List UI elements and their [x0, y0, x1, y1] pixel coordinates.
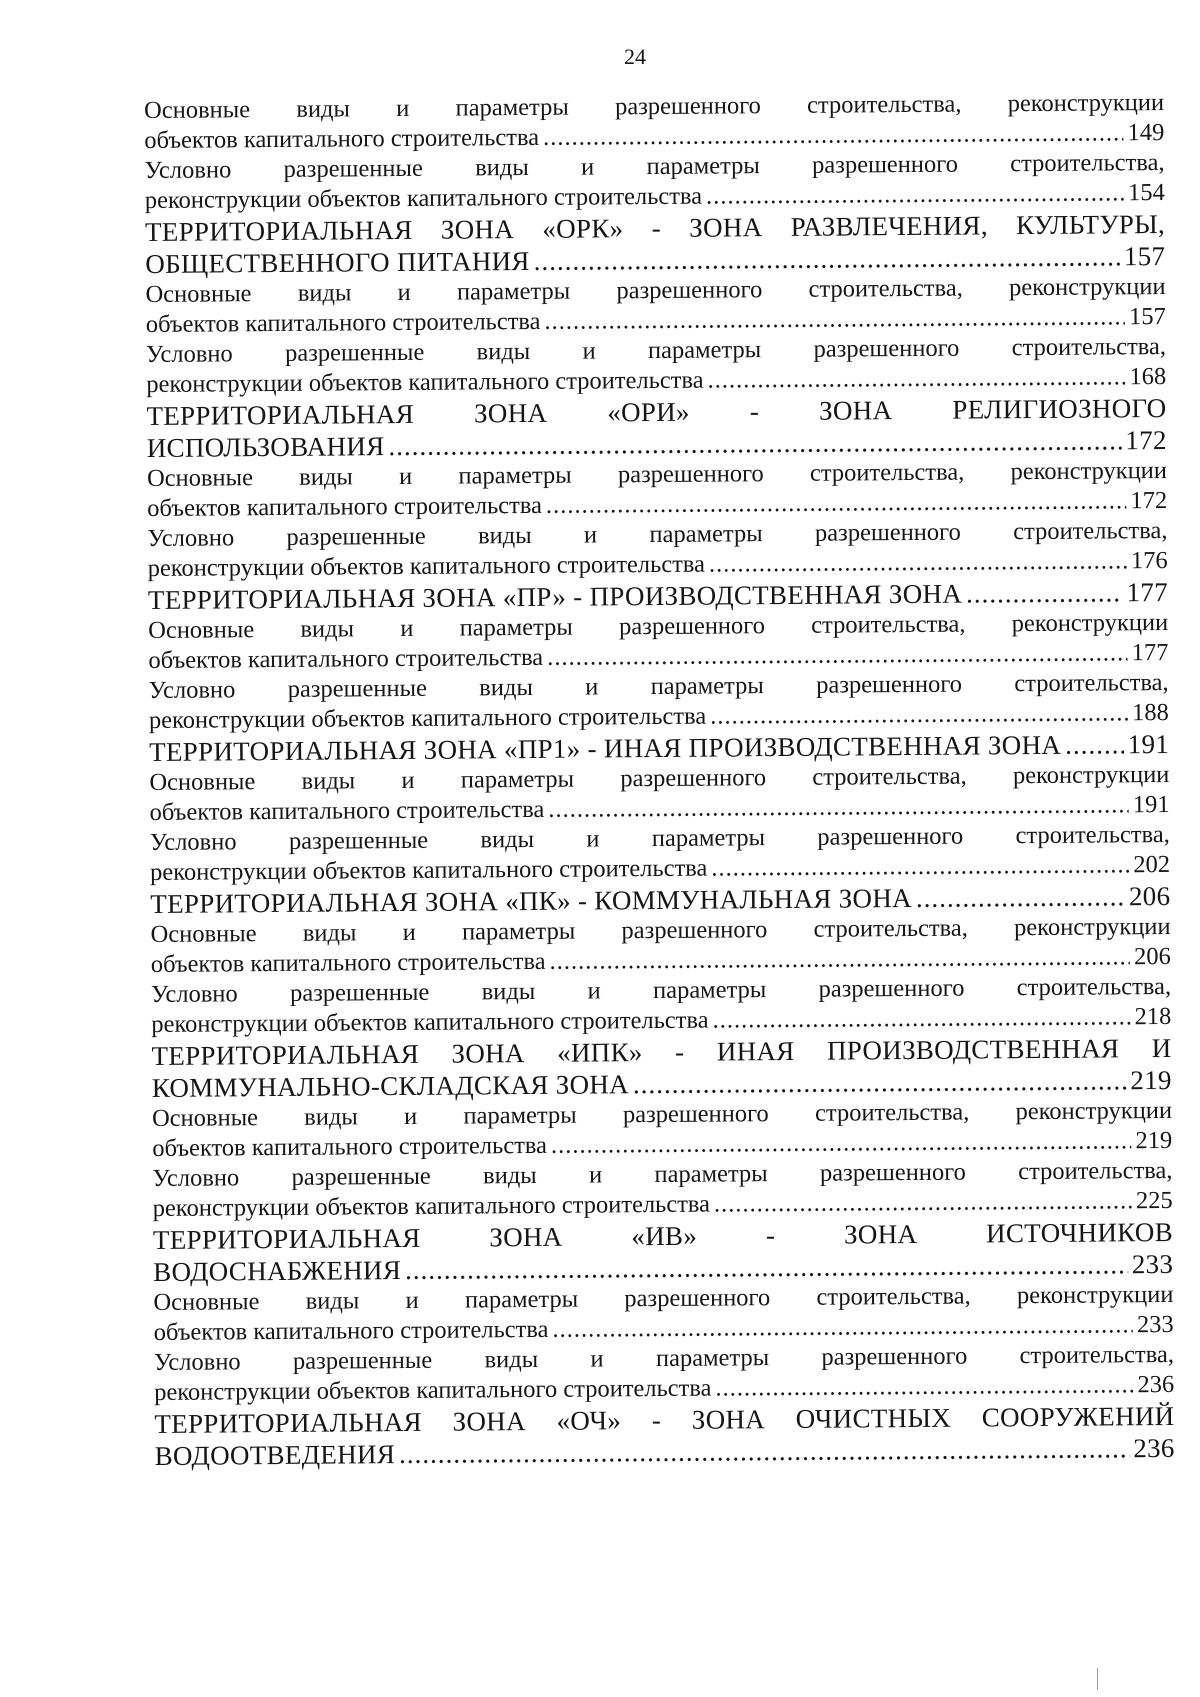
toc-page-number: 177 [1131, 638, 1169, 667]
toc-entry-title-line1: Условно разрешенные виды и параметры разрешенного строительства, [148, 668, 1169, 704]
toc-page-number: 188 [1132, 698, 1169, 727]
toc-page-number: 219 [1130, 1064, 1172, 1096]
toc-entry-title-line2: объектов капитального строительства [152, 1131, 548, 1162]
toc-entry-title-line2: объектов капитального строительства [147, 491, 543, 522]
toc-page-number: 168 [1129, 362, 1167, 391]
toc-entry-title-line2: реконструкции объектов капитального строительства [148, 702, 707, 734]
toc-entry-title-line2: объектов капитального строительства [148, 643, 544, 674]
toc-entry-title-line1: Условно разрешенные виды и параметры разрешенного строительства, [149, 820, 1170, 856]
toc-entry-title-line1: Условно разрешенные виды и параметры разрешенного строительства, [153, 1340, 1175, 1376]
dot-leader [712, 1002, 1130, 1035]
dot-leader [966, 576, 1123, 609]
toc-entry-title-line1: ТЕРРИТОРИАЛЬНАЯ ЗОНА «ОРК» - ЗОНА РАЗВЛЕЧЕНИЯ, КУЛЬТУРЫ, [144, 208, 1166, 247]
toc-entry-title-line1: Основные виды и параметры разрешенного строительства, реконструкции [148, 608, 1169, 644]
toc-entry-title-line2: реконструкции объектов капитального строительства [149, 854, 708, 886]
toc-zone-entry [151, 1032, 1171, 1104]
toc-subsection-entry [149, 668, 1169, 736]
toc-page-number: 154 [1127, 178, 1165, 207]
toc-zone-entry [146, 392, 1166, 464]
toc-entry-title-line1: Условно разрешенные виды и параметры разрешенного строительства, [150, 972, 1172, 1008]
table-of-contents [144, 88, 1175, 1472]
dot-leader [916, 880, 1125, 914]
toc-subsection-entry [154, 1340, 1174, 1408]
toc-entry-title-line1: Основные виды и параметры разрешенного строительства, реконструкции [150, 912, 1171, 948]
toc-page-number: 191 [1132, 790, 1170, 819]
toc-entry-title-line1: ТЕРРИТОРИАЛЬНАЯ ЗОНА «ИВ» - ЗОНА ИСТОЧНИКОВ [152, 1216, 1174, 1255]
toc-entry-title-line2: реконструкции объектов капитального строительства [146, 366, 704, 398]
toc-entry-title-line2: ТЕРРИТОРИАЛЬНАЯ ЗОНА «ПР» - ПРОИЗВОДСТВЕННАЯ ЗОНА [147, 578, 963, 615]
toc-entry-title-line2: объектов капитального строительства [145, 307, 541, 338]
toc-entry-title-line1: Условно разрешенные виды и параметры разрешенного строительства, [147, 516, 1168, 552]
dot-leader [714, 1186, 1132, 1219]
toc-entry-title-line2: ВОДОСНАБЖЕНИЯ [153, 1255, 402, 1287]
toc-entry-title-line1: Основные виды и параметры разрешенного строительства, реконструкции [146, 456, 1168, 492]
dot-leader [548, 790, 1129, 825]
dot-leader [549, 942, 1130, 977]
toc-entry-leader-line [155, 1432, 1175, 1472]
toc-subsection-entry [153, 1280, 1173, 1348]
page-number: 24 [624, 44, 646, 69]
toc-page-number: 233 [1136, 1310, 1174, 1339]
toc-page-number: 218 [1134, 1002, 1172, 1031]
toc-subsection-entry [147, 456, 1167, 524]
toc-entry-title-line1: ТЕРРИТОРИАЛЬНАЯ ЗОНА «ОЧ» - ЗОНА ОЧИСТНЫХ СООРУЖЕНИЙ [154, 1400, 1175, 1439]
dot-leader [399, 1432, 1129, 1470]
toc-page-number: 157 [1123, 240, 1166, 272]
toc-entry-title-line2: ИСПОЛЬЗОВАНИЯ [146, 431, 385, 463]
toc-page-number: 157 [1128, 302, 1166, 331]
dot-leader [547, 638, 1128, 673]
toc-subsection-entry [152, 1096, 1172, 1164]
toc-entry-title-line1: Условно разрешенные виды и параметры разрешенного строительства, [144, 148, 1165, 184]
toc-subsection-entry [151, 972, 1171, 1040]
dot-leader [709, 546, 1127, 579]
toc-page-number: 206 [1133, 942, 1171, 971]
toc-entry-title-line1: Основные виды и параметры разрешенного строительства, реконструкции [144, 88, 1165, 124]
toc-entry-title-line1: Основные виды и параметры разрешенного строительства, реконструкции [153, 1280, 1174, 1316]
toc-subsection-entry [150, 820, 1170, 888]
dot-leader [710, 698, 1128, 731]
dot-leader [633, 1064, 1127, 1100]
dot-leader [534, 240, 1120, 277]
dot-leader [1065, 728, 1124, 760]
dot-leader [543, 118, 1124, 153]
toc-page-number: 236 [1137, 1370, 1175, 1399]
toc-subsection-entry [147, 516, 1167, 584]
toc-page-number: 236 [1133, 1432, 1175, 1464]
toc-zone-entry [145, 208, 1165, 280]
toc-zone-entry [154, 1400, 1174, 1472]
toc-subsection-entry [144, 148, 1164, 216]
toc-zone-entry [153, 1216, 1173, 1288]
toc-entry-title-line1: Основные виды и параметры разрешенного строительства, реконструкции [149, 760, 1170, 796]
toc-entry-title-line2: объектов капитального строительства [149, 795, 545, 826]
toc-entry-title-line1: ТЕРРИТОРИАЛЬНАЯ ЗОНА «ИПК» - ИНАЯ ПРОИЗВОДСТВЕННАЯ И [151, 1032, 1172, 1071]
toc-subsection-entry [149, 760, 1169, 828]
toc-entry-title-line2: объектов капитального строительства [150, 947, 546, 978]
dot-leader [706, 178, 1124, 211]
toc-entry-title-line1: Условно разрешенные виды и параметры разрешенного строительства, [152, 1156, 1173, 1192]
toc-entry-title-line2: реконструкции объектов капитального строительства [154, 1374, 712, 1406]
toc-entry-title-line1: ТЕРРИТОРИАЛЬНАЯ ЗОНА «ОРИ» - ЗОНА РЕЛИГИОЗНОГО [146, 392, 1167, 431]
toc-entry-title-line2: реконструкции объектов капитального строительства [147, 550, 706, 582]
toc-page-number: 225 [1135, 1186, 1173, 1215]
toc-page-number: 202 [1133, 850, 1171, 879]
toc-entry-title-line2: КОММУНАЛЬНО-СКЛАДСКАЯ ЗОНА [151, 1069, 630, 1103]
toc-page-number: 233 [1131, 1248, 1174, 1280]
toc-page-number: 177 [1126, 576, 1169, 608]
dot-leader [711, 850, 1129, 883]
toc-entry-title-line2: реконструкции объектов капитального строительства [151, 1006, 709, 1038]
toc-subsection-entry [144, 88, 1164, 156]
toc-subsection-entry [150, 912, 1170, 980]
toc-entry-title-line2: ВОДООТВЕДЕНИЯ [154, 1439, 396, 1471]
toc-entry-title-line2: ОБЩЕСТВЕННОГО ПИТАНИЯ [145, 245, 530, 279]
toc-entry-title-line2: реконструкции объектов капитального строительства [144, 182, 703, 214]
toc-entry-title-line1: Основные виды и параметры разрешенного строительства, реконструкции [151, 1096, 1173, 1132]
toc-subsection-entry [148, 608, 1168, 676]
toc-entry-title-line2: объектов капитального строительства [153, 1315, 549, 1346]
toc-page-number: 149 [1127, 118, 1165, 147]
toc-page-number: 172 [1125, 424, 1167, 456]
toc-subsection-entry [146, 332, 1166, 400]
toc-entry-title-line1: Основные виды и параметры разрешенного строительства, реконструкции [145, 272, 1166, 308]
toc-entry-title-line1: Условно разрешенные виды и параметры разрешенного строительства, [145, 332, 1167, 368]
dot-leader [715, 1370, 1133, 1403]
toc-entry-title-line2: ТЕРРИТОРИАЛЬНАЯ ЗОНА «ПР1» - ИНАЯ ПРОИЗВОДСТВЕННАЯ ЗОНА [149, 729, 1062, 767]
dot-leader [707, 362, 1125, 395]
toc-entry-title-line2: объектов капитального строительства [144, 123, 540, 154]
dot-leader [544, 302, 1125, 337]
dot-leader [551, 1126, 1132, 1161]
toc-page-number: 206 [1128, 880, 1171, 912]
toc-entry-title-line2: ТЕРРИТОРИАЛЬНАЯ ЗОНА «ПК» - КОММУНАЛЬНАЯ ЗОНА [150, 882, 913, 919]
toc-page-number: 191 [1127, 728, 1170, 760]
toc-subsection-entry [152, 1156, 1172, 1224]
dot-leader [552, 1310, 1133, 1345]
scan-artifact-mark [1097, 1668, 1098, 1690]
toc-page-number: 219 [1135, 1126, 1173, 1155]
toc-subsection-entry [145, 272, 1165, 340]
toc-page-number: 176 [1130, 546, 1168, 575]
dot-leader [546, 486, 1127, 521]
toc-entry-title-line2: реконструкции объектов капитального строительства [152, 1190, 711, 1222]
toc-page-number: 172 [1130, 486, 1168, 515]
